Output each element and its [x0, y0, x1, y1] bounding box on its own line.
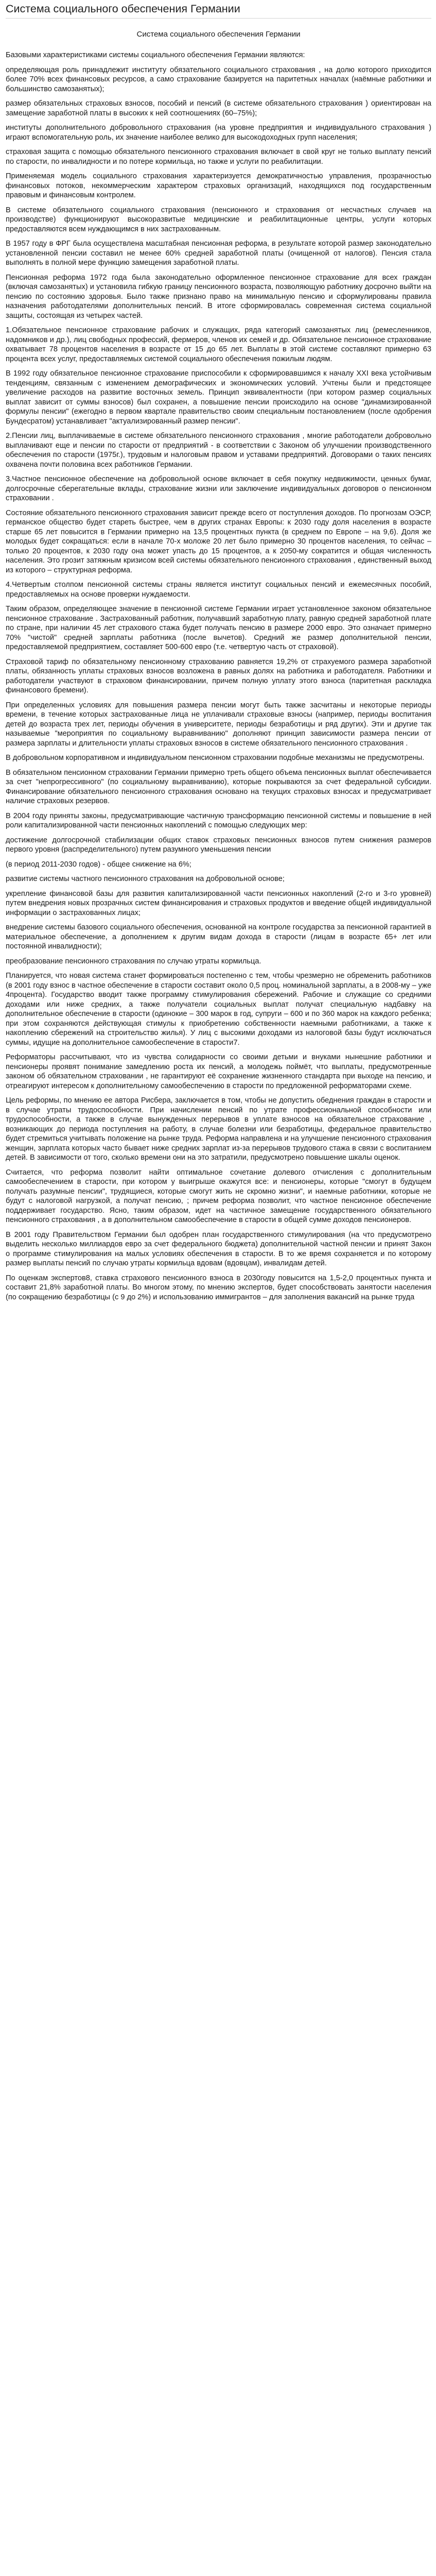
- paragraph-credited-periods: При определенных условиях для повышения размера пенсии могут быть также засчитаны и некоторые периоды времени, в течение которых застрахованные лица не уплачивали страховые взносы (например, периоды воспитания детей до возраста трех лет, периоды обучения в университете, периоды безработицы и ряд других). Эти и другие так называемые "мероприятия по социальному выравниванию" дополняют принцип зависимости размера пенсии от размера зарплаты и длительности уплаты страховых взносов в системе обязательного пенсионного страхования .: [6, 701, 431, 748]
- paragraph-voluntary: В добровольном корпоративном и индивидуальном пенсионном страховании подобные механизмы не предусмотрены.: [6, 754, 425, 762]
- paragraph-part-2: 2.Пенсии лиц, выплачиваемые в системе обязательного пенсионного страхования , многие работодатели добровольно выплачивают еще и пенсии по старости от предприятий - в соответствии с Законом об улучшении производственного обеспечения по старости (1975г.), трудовым и налоговым правом и уставами предприятий. Договорами о таких пенсиях охвачена почти половина всех работников Германии.: [6, 432, 431, 469]
- paragraph-feature-2: размер обязательных страховых взносов, пособий и пенсий (в системе обязательного страхования ) ориентирован на замещение заработной платы в высоких к ней соотношениях (60–75%);: [6, 99, 431, 117]
- title-bar: [6, 1, 431, 19]
- paragraph-measure-2: развитие системы частного пенсионного страхования на добровольной основе;: [6, 875, 285, 883]
- paragraph-part-4: 4.Четвертым столпом пенсионной системы страны является институт социальных пенсий и ежемесячных пособий, предоставляемых на основе проверки нуждаемости.: [6, 581, 431, 599]
- paragraph-laws-2004: В 2004 году приняты законы, предусматривающие частичную трансформацию пенсионной системы и повышение в ней роли капитализированной части пенсионных накоплений с помощью следующих мер:: [6, 811, 431, 829]
- paragraph-expert-estimates: По оценкам экспертов8, ставка страхового пенсионного взноса в 2030году повысится на 1,5-2,0 процентных пункта и составит 21,8% заработной платы. Во многом этому, по мнению экспертов, будет способствовать занятости населения (по сокращению безработицы (с 9 до 2%) и использованию иммигрантов – для заполнения вакансий на рынке труда: [6, 1274, 431, 1301]
- paragraph-reform-1972: Пенсионная реформа 1972 года была законодательно оформленное пенсионное страхование для всех граждан (включая самозанятых) и установила гибкую границу пенсионного возраста, позволяющую работнику досрочно выйти на пенсию по состоянию здоровья. Было также признано право на минимальную пенсию и сформулированы правила назначения работодателями дополнительных пенсий. В итоге сформировалась современная система социальной защиты, состоящая из четырех частей.: [6, 273, 431, 320]
- paragraph-plan-2001: В 2001 году Правительством Германии был одобрен план государственного стимулирования (на что предусмотрено выделить несколько миллиардов евро за счет федерального бюджета) дополнительной частной пенсии и принят Закон о программе стимулирования на малых условиях обеспечения в старости. В то же время сохраняется и по которому размер выплаты пенсий по случаю утраты кормильца вдовам (вдовцам), инвалидам детей.: [6, 1230, 431, 1267]
- paragraph-intro: Базовыми характеристиками системы социального обеспечения Германии являются:: [6, 51, 305, 59]
- paragraph-measure-3: укрепление финансовой базы для развития капитализированной части пенсионных накоплений (2-го и 3-го уровней) путем внедрения новых прозрачных систем финансирования и страховых продуктов и введение общей индивидуальной информации о застрахованных лицах;: [6, 889, 431, 917]
- paragraph-reform-1957: В 1957 году в ФРГ была осуществлена масштабная пенсионная реформа, в результате которой размер законодательно установленной пенсии составил не менее 60% средней заработной платы (очищенной от налогов). Пенсия стала выполнять в полной мере функцию замещения заработной платы.: [6, 240, 431, 267]
- page-title: Система социального обеспечения Германии: [6, 3, 240, 15]
- paragraph-model: Применяемая модель социального страхования характеризуется демократичностью управления, прозрачностью финансовых потоков, некоммерческим характером страховых организаций, находящихся под государственным правовым и финансовым контролем.: [6, 172, 431, 199]
- paragraph-measure-5: преобразование пенсионного страхования по случаю утраты кормильца.: [6, 957, 261, 965]
- paragraph-part-1: 1.Обязательное пенсионное страхование рабочих и служащих, ряда категорий самозанятых лиц (ремесленников, надомников и др.), лиц свободных профессий, фермеров, членов их семей и др. Обязательное пенсионное страхование охватывает 78 процентов населения в возрасте от 15 до 65 лет. Выплаты в этой системе составляют примерно 63 процента всех услуг, предоставляемых системой социального обеспечения пожилым людям.: [6, 326, 431, 363]
- document-subtitle: Система социального обеспечения Германии: [136, 30, 301, 39]
- paragraph-reformers: Реформаторы рассчитывают, что из чувства солидарности со своими детьми и внуками нынешние работники и пенсионеры проявят понимание замедлению роста их пенсий, а молодежь поймёт, что выплаты, предусмотренные законом об обязательном страховании , не гарантируют её сохранение жизненного стандарта при выходе на пенсию, и отреагируют интересом к дополнительному самообеспечению в старости по предложенной реформаторами схеме.: [6, 1053, 431, 1090]
- paragraph-planning: Планируется, что новая система станет формироваться постепенно с тем, чтобы чрезмерно не обременить работников (в 2001 году взнос в частное обеспечение в старости составит около 0,5 проц. номинальной зарплаты, а в 2008-му – уже 4процента). Государство вводит также программу стимулирования сбережений. Рабочие и служащие со средними доходами или ниже средних, а также получатели социальных выплат получат специальную надбавку на дополнительное обеспечение в старости (одинокие – 300 марок в год, супруги – 600 и по 360 марок на каждого ребенка; при этом сохраняются действующая стимулы к приобретению собственности наемными работниками, а также к накоплению сбережений на строительство жилья). У лиц с высокими доходами из налоговой базы будут исключаться суммы, идущие на дополнительное самообеспечение в старости7.: [6, 972, 431, 1047]
- paragraph-pension-size: Таким образом, определяющее значение в пенсионной системе Германии играет установленное законом обязательное пенсионное страхование . Застрахованный работник, получавший заработную плату, равную средней заработной плате по стране, при наличии 45 лет страхового стажа будет получать пенсию в размере 2000 евро. Это означает примерно 70% "чистой" средней зарплаты работника (после вычетов). Средний же размер дополнительной пенсии, предоставляемой предприятием, составляет 500-600 евро (т.е. четвертую часть от страховой).: [6, 605, 431, 651]
- paragraph-rehab-centers: В системе обязательного социального страхования (пенсионного и страхования от несчастных случаев на производстве) функционируют высокоразвитые медицинские и реабилитационные центры, услуги которых предоставляются всем нуждающимся в них застрахованным.: [6, 206, 431, 233]
- paragraph-feature-1: определяющая роль принадлежит институту обязательного социального страхования , на долю которого приходится более 70% всех финансовых ресурсов, а само страхование базируется на паритетных началах (наёмные работники и большинство самозанятых);: [6, 65, 431, 93]
- paragraph-optimal-mix: Считается, что реформа позволит найти оптимальное сочетание долевого отчисления с дополнительным самообеспечением в старости, при котором у выигрыше окажутся все: и пенсионеры, которые "смогут в будущем получать разумные пенсии", трудящиеся, которые смогут жить не скромно жизни", и наемные работники, которые не будут с налоговой нагрузкой, а получат пенсию, ; причем реформа позволит, что частное пенсионное обеспечение поддерживает государство. Ясно, таким образом, идет на частичное замещение государственного обязательного пенсионного страхования , а в дополнительном самообеспечение в старости в общей сумме доходов пенсионеров.: [6, 1168, 431, 1224]
- paragraph-reform-goal: Цель реформы, по мнению ее автора Рисбера, заключается в том, чтобы не допустить обеднения граждан в старости и в случае утраты трудоспособности. При начислении пенсий по утрате профессиональной способности или трудоспособности, а также в случае вынужденных перерывов в уплате взносов на обязательное страхование , возникающих до периода поступления на работу, в случае болезни или безработицы, федеральное правительство будет стремиться учитывать положение на рынке труда. Реформа направлена и на улучшение пенсионного страхования женщин, зарплата которых часто бывает ниже средних зарплат из-за перерывов трудового стажа в связи с воспитанием детей. В зависимости от того, сколько времени они на это затратили, предусмотрено повышение шкалы оценок.: [6, 1096, 431, 1162]
- paragraph-subsidy: В обязательном пенсионном страховании Германии примерно треть общего объема пенсионных выплат обеспечивается за счет "непрогрессивного" (по социальному выравниванию), которые покрываются за счет федеральной субсидии. Финансирование обязательного пенсионного страхования основано на текущих страховых взносах и предусматривает наличие страховых резервов.: [6, 768, 431, 805]
- paragraph-measure-1: достижение долгосрочной стабилизации общих ставок страховых пенсионных взносов путем снижения размеров первого уровня (распределительного) путем разумного уменьшения пенсии: [6, 836, 431, 854]
- paragraph-measure-4: внедрение системы базового социального обеспечения, основанной на контроле государства за пенсионной гарантией в материальное обеспечение, а дополнением к другим видам дохода в старости (лицам в возрасте 65+ лет или постоянной инвалидности);: [6, 923, 431, 951]
- paragraph-measure-1-period: (в период 2011-2030 годов) - общее снижение на 6%;: [6, 860, 191, 869]
- paragraph-feature-4: страховая защита с помощью обязательного пенсионного страхования включает в свой круг не только выплату пенсий по старости, по инвалидности и по потере кормильца, но также и услуги по реабилитации.: [6, 148, 431, 166]
- paragraph-demographics: Состояние обязательного пенсионного страхования зависит прежде всего от поступления доходов. По прогнозам ОЭСР, германское общество будет стареть быстрее, чем в других странах Европы: к 2030 году доля населения в возрасте старше 65 лет повысится в Германии примерно на 13,5 процентных пункта (в среднем по Европе – на 9,6). Доля же молодых будет сокращаться: если в начале 70-х моложе 20 лет было примерно 30 процентов населения, то сейчас – только 20 процентов, к 2030 году она может упасть до 15 процентов, а к 2050-му сократится и общая численность населения. Это грозит затяжным кризисом всей системы обязательного пенсионного страхования , единственный выход из которого – структурная реформа.: [6, 509, 431, 574]
- paragraph-part-3: 3.Частное пенсионное обеспечение на добровольной основе включает в себя покупку недвижимости, ценных бумаг, долгосрочные сберегательные вклады, страхование жизни или заключение индивидуальных договоров о пенсионном страховании .: [6, 475, 431, 502]
- paragraph-tariff: Страховой тариф по обязательному пенсионному страхованию равняется 19,2% от страхуемого размера заработной платы, обязанность уплаты страховых взносов возложена в равных долях на работника и работодателя. Работники и работодатели участвуют в страховом финансировании, причем полную уплату этого взноса (паритетная раскладка финансового бремени).: [6, 657, 431, 694]
- paragraph-reform-1992: В 1992 году обязательное пенсионное страхование приспособили к сформировавшимся к началу XXI века устойчивым тенденциям, связанным с изменением демографических и экономических условий. Учтены были и предстоящее увеличение расходов на развитие восточных земель. Принцип эквивалентности (при котором размер социальных выплат зависит от суммы взносов) был сохранен, а повышение пенсии происходило на основе "динамизированной формулы пенсии" (ежегодно в первом квартале правительство своим специальным постановлением (после одобрения Бундесратом) устанавливает "актуализированный размер пенсии".: [6, 369, 431, 426]
- paragraph-feature-3: институты дополнительного добровольного страхования (на уровне предприятия и индивидуального страхования ) играют вспомогательную роль, их значение наиболее велико для высокодоходных групп населения;: [6, 124, 431, 142]
